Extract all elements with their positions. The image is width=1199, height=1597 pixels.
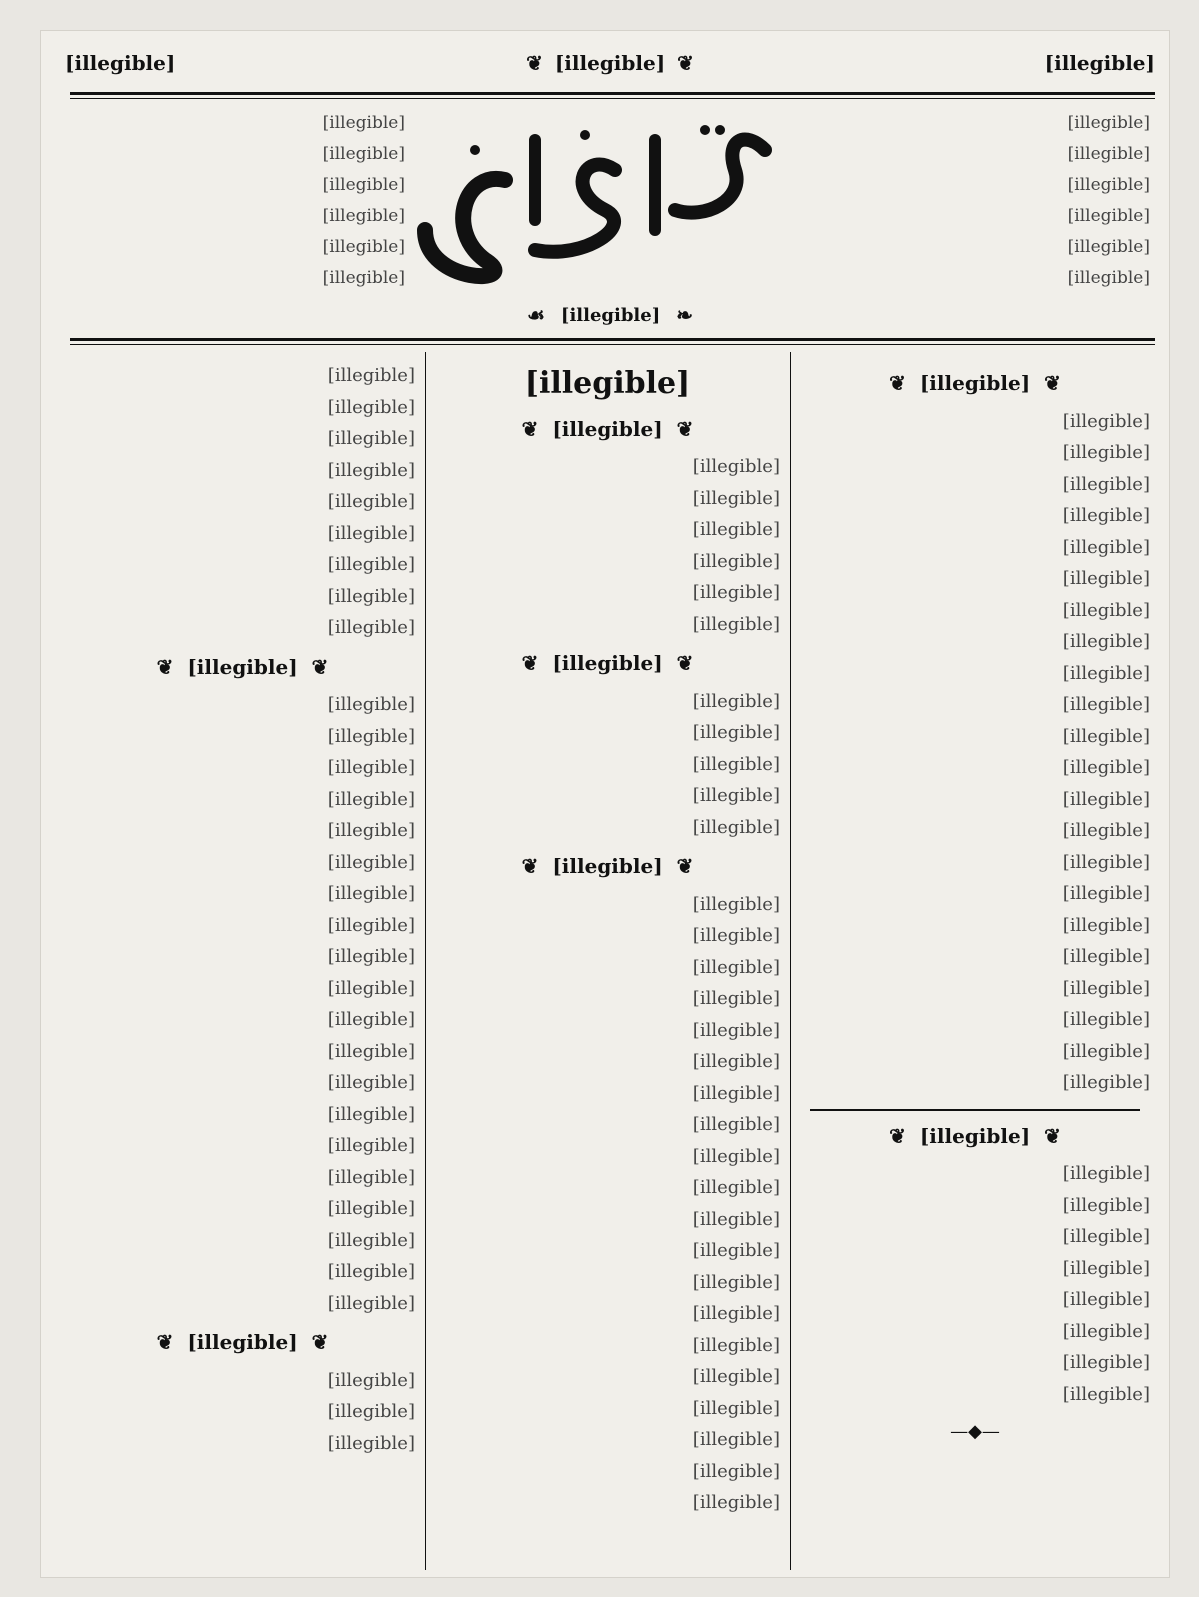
- ornament-icon: ❦: [311, 654, 329, 679]
- text-line: [illegible]: [1062, 631, 1150, 652]
- notice-line: [illegible]: [1067, 206, 1150, 226]
- section-heading: [435, 648, 780, 680]
- section-heading: [70, 652, 415, 684]
- text-line: [illegible]: [692, 519, 780, 540]
- ornament-icon: ❦: [1044, 1123, 1061, 1148]
- notice-left: [75, 108, 405, 294]
- text-line: [illegible]: [1062, 820, 1150, 841]
- text-line: [illegible]: [1062, 977, 1150, 999]
- section-title: [435, 368, 780, 404]
- ornament-icon: ❦: [311, 1330, 329, 1354]
- column-left: [70, 360, 415, 1570]
- text-line: [illegible]: [1062, 1194, 1150, 1216]
- section-heading: [435, 414, 780, 446]
- ornament-icon: ❦: [156, 654, 174, 679]
- section-title-text: [illegible]: [524, 366, 691, 401]
- notice-line: [illegible]: [1067, 144, 1150, 164]
- text-line: [illegible]: [327, 617, 415, 638]
- ornament-icon: ❧: [676, 303, 694, 327]
- section-heading: [800, 1121, 1150, 1153]
- text-line: [illegible]: [327, 365, 415, 386]
- text-line: [illegible]: [692, 1460, 780, 1482]
- text-line: [illegible]: [1062, 599, 1150, 621]
- text-line: [illegible]: [692, 925, 780, 946]
- text-line: [illegible]: [1062, 473, 1150, 495]
- text-line: [illegible]: [1062, 442, 1150, 463]
- header-bottom-rule: [70, 338, 1155, 341]
- text-line: [illegible]: [1062, 536, 1150, 558]
- section-heading-text: [illegible]: [552, 854, 663, 878]
- text-line: [illegible]: [1062, 1383, 1150, 1405]
- dateline-right: [illegible]: [1044, 51, 1155, 75]
- section-heading-text: [illegible]: [919, 371, 1031, 395]
- text-line: [illegible]: [327, 694, 415, 715]
- column-right: [800, 360, 1150, 1570]
- ornament-icon: ❦: [521, 854, 539, 878]
- text-line: [illegible]: [327, 1103, 415, 1125]
- text-line: [illegible]: [1062, 788, 1150, 810]
- ornament-icon: ❦: [1044, 371, 1061, 395]
- text-line: [illegible]: [1062, 1072, 1150, 1093]
- text-line: [illegible]: [692, 1051, 780, 1072]
- notice-line: [illegible]: [322, 175, 405, 195]
- text-line: [illegible]: [327, 1369, 415, 1391]
- top-rule: [70, 92, 1155, 95]
- ornament-icon: ❦: [676, 651, 694, 675]
- text-line: [illegible]: [327, 1261, 415, 1282]
- tagline: [300, 300, 920, 330]
- section-heading-text: [illegible]: [552, 416, 663, 441]
- top-rule-thin: [70, 98, 1155, 99]
- text-line: [illegible]: [327, 725, 415, 747]
- text-line: [illegible]: [1062, 694, 1150, 715]
- text-line: [illegible]: [327, 522, 415, 544]
- column-rule: [790, 352, 791, 1570]
- text-line: [illegible]: [327, 1166, 415, 1188]
- notice-line: [illegible]: [322, 268, 405, 288]
- text-line: [illegible]: [692, 956, 780, 978]
- text-line: [illegible]: [692, 1366, 780, 1387]
- text-line: [illegible]: [327, 1009, 415, 1030]
- text-line: [illegible]: [1062, 757, 1150, 778]
- section-heading-text: [illegible]: [552, 651, 663, 675]
- masthead-logo: [400, 100, 800, 300]
- text-line: [illegible]: [692, 1397, 780, 1419]
- text-line: [illegible]: [692, 1492, 780, 1513]
- notice-line: [illegible]: [322, 237, 405, 257]
- text-line: [illegible]: [692, 1145, 780, 1167]
- text-line: [illegible]: [327, 851, 415, 873]
- dateline-left: [illegible]: [65, 51, 176, 75]
- text-line: [illegible]: [327, 946, 415, 967]
- text-line: [illegible]: [327, 554, 415, 575]
- text-line: [illegible]: [692, 988, 780, 1009]
- text-line: [illegible]: [327, 1040, 415, 1062]
- text-line: [illegible]: [327, 491, 415, 512]
- text-line: [illegible]: [1062, 1163, 1150, 1184]
- notice-line: [illegible]: [322, 144, 405, 164]
- notice-line: [illegible]: [1067, 175, 1150, 195]
- text-line: [illegible]: [1062, 1352, 1150, 1373]
- text-line: [illegible]: [1062, 946, 1150, 967]
- masthead-calligraphy-icon: [405, 110, 795, 290]
- dateline: [65, 38, 1155, 88]
- ornament-icon: ❦: [521, 651, 539, 675]
- text-line: [illegible]: [692, 456, 780, 477]
- text-line: [illegible]: [327, 1135, 415, 1156]
- section-heading-text: [illegible]: [919, 1123, 1031, 1148]
- ornament-icon: ❦: [677, 51, 694, 75]
- text-line: [illegible]: [1062, 914, 1150, 936]
- ornament-icon: ❦: [889, 1123, 906, 1148]
- text-line: [illegible]: [692, 1114, 780, 1135]
- text-line: [illegible]: [327, 1198, 415, 1219]
- section-heading-text: [illegible]: [187, 654, 298, 679]
- text-line: [illegible]: [1062, 725, 1150, 747]
- text-line: [illegible]: [692, 582, 780, 603]
- text-line: [illegible]: [327, 459, 415, 481]
- text-line: [illegible]: [692, 893, 780, 915]
- text-line: [illegible]: [327, 757, 415, 778]
- header-bottom-rule-thin: [70, 344, 1155, 345]
- text-line: [illegible]: [327, 396, 415, 418]
- notice-line: [illegible]: [322, 206, 405, 226]
- text-line: [illegible]: [327, 820, 415, 841]
- notice-line: [illegible]: [322, 113, 405, 133]
- text-line: [illegible]: [1062, 851, 1150, 873]
- text-line: [illegible]: [1062, 1226, 1150, 1247]
- column-middle: [435, 360, 780, 1570]
- text-line: [illegible]: [1062, 1009, 1150, 1030]
- text-line: [illegible]: [692, 550, 780, 572]
- text-line: [illegible]: [1062, 883, 1150, 904]
- ornament-icon: ❦: [676, 854, 694, 878]
- text-line: [illegible]: [327, 1292, 415, 1314]
- text-line: [illegible]: [327, 883, 415, 904]
- ornament-icon: ❦: [521, 416, 539, 441]
- section-heading-text: [illegible]: [187, 1330, 298, 1354]
- tagline-text: [illegible]: [560, 304, 661, 326]
- text-line: [illegible]: [692, 1082, 780, 1104]
- text-line: [illegible]: [692, 613, 780, 635]
- notice-right: [820, 108, 1150, 294]
- text-line: [illegible]: [692, 1334, 780, 1356]
- column-rule: [425, 352, 426, 1570]
- ornament-icon: ❦: [889, 371, 906, 395]
- text-line: [illegible]: [692, 1208, 780, 1230]
- section-heading: [800, 368, 1150, 400]
- text-line: [illegible]: [692, 722, 780, 743]
- text-line: [illegible]: [692, 1019, 780, 1041]
- text-line: [illegible]: [692, 785, 780, 806]
- ornament-icon: ❦: [156, 1330, 174, 1354]
- text-line: [illegible]: [327, 977, 415, 999]
- ornament-icon: ☙: [526, 303, 545, 327]
- text-line: [illegible]: [327, 428, 415, 449]
- text-line: [illegible]: [692, 690, 780, 712]
- text-line: [illegible]: [692, 1177, 780, 1198]
- text-line: [illegible]: [692, 753, 780, 775]
- text-line: [illegible]: [692, 1240, 780, 1261]
- text-line: [illegible]: [327, 585, 415, 607]
- text-line: [illegible]: [327, 1229, 415, 1251]
- text-line: [illegible]: [692, 816, 780, 838]
- text-line: [illegible]: [1062, 410, 1150, 432]
- notice-line: [illegible]: [1067, 268, 1150, 288]
- ornament-icon: ❦: [676, 416, 694, 441]
- text-line: [illegible]: [1062, 1289, 1150, 1310]
- text-line: [illegible]: [1062, 505, 1150, 526]
- text-line: [illegible]: [327, 788, 415, 810]
- dateline-center: [526, 51, 694, 75]
- dateline-center-text: [illegible]: [554, 51, 666, 75]
- notice-line: [illegible]: [1067, 113, 1150, 133]
- section-heading: [70, 1327, 415, 1359]
- text-line: [illegible]: [692, 487, 780, 509]
- text-line: [illegible]: [1062, 1257, 1150, 1279]
- text-line: [illegible]: [327, 1432, 415, 1454]
- end-ornament-icon: —◆—: [950, 1421, 1000, 1442]
- text-line: [illegible]: [1062, 1320, 1150, 1342]
- text-line: [illegible]: [692, 1429, 780, 1450]
- text-line: [illegible]: [1062, 662, 1150, 684]
- text-line: [illegible]: [327, 1401, 415, 1422]
- text-line: [illegible]: [327, 1072, 415, 1093]
- section-divider: [810, 1109, 1140, 1111]
- notice-line: [illegible]: [1067, 237, 1150, 257]
- text-line: [illegible]: [1062, 568, 1150, 589]
- section-heading: [435, 851, 780, 883]
- text-line: [illegible]: [692, 1303, 780, 1324]
- text-line: [illegible]: [692, 1271, 780, 1293]
- text-line: [illegible]: [1062, 1040, 1150, 1062]
- ornament-icon: ❦: [526, 51, 543, 75]
- text-line: [illegible]: [327, 914, 415, 936]
